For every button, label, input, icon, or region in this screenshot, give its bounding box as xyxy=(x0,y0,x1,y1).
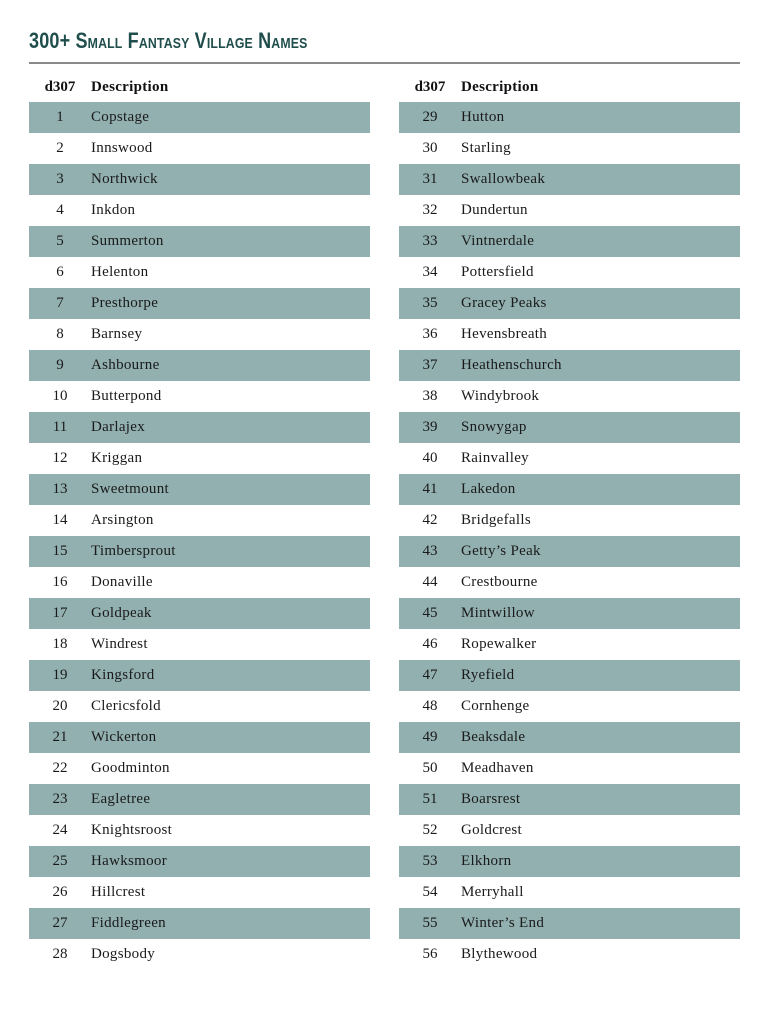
roll-number: 7 xyxy=(56,295,64,311)
village-name: Starling xyxy=(461,140,511,156)
table-row xyxy=(399,598,740,629)
village-name: Clericsfold xyxy=(91,698,161,714)
village-name: Boarsrest xyxy=(461,791,521,807)
roll-number: 14 xyxy=(52,512,68,528)
village-names-table-right xyxy=(399,72,740,970)
table-row xyxy=(399,784,740,815)
village-name: Mintwillow xyxy=(461,605,535,621)
roll-number: 19 xyxy=(52,667,68,683)
table-row xyxy=(399,691,740,722)
table-row xyxy=(399,505,740,536)
village-name: Hawksmoor xyxy=(91,853,168,869)
village-name: Ryefield xyxy=(461,667,515,683)
table-row xyxy=(29,350,370,381)
table-row xyxy=(399,226,740,257)
village-name: Wickerton xyxy=(91,729,157,745)
table-row xyxy=(399,381,740,412)
table-row xyxy=(399,877,740,908)
village-name: Dundertun xyxy=(461,202,528,218)
village-name: Hevensbreath xyxy=(461,326,548,342)
roll-number: 45 xyxy=(422,605,438,621)
roll-number: 17 xyxy=(52,605,68,621)
table-row xyxy=(399,350,740,381)
roll-number: 9 xyxy=(56,357,64,373)
village-name: Darlajex xyxy=(91,419,146,435)
table-row xyxy=(29,505,370,536)
village-name: Inkdon xyxy=(91,202,136,218)
roll-number: 40 xyxy=(422,450,438,466)
village-name: Ashbourne xyxy=(91,357,160,373)
table-row xyxy=(29,660,370,691)
roll-number: 49 xyxy=(422,729,438,745)
roll-number: 26 xyxy=(52,884,68,900)
table-body xyxy=(399,102,740,970)
village-name: Summerton xyxy=(91,233,164,249)
village-name: Bridgefalls xyxy=(461,512,531,528)
table-row xyxy=(399,567,740,598)
table-row xyxy=(399,753,740,784)
table-row xyxy=(29,815,370,846)
table-row xyxy=(399,660,740,691)
table-row xyxy=(399,133,740,164)
roll-number: 48 xyxy=(422,698,438,714)
village-names-table-left xyxy=(29,72,370,970)
roll-number: 13 xyxy=(52,481,68,497)
table-row xyxy=(29,939,370,970)
village-name: Fiddlegreen xyxy=(91,915,166,931)
roll-number: 44 xyxy=(422,574,438,590)
village-name: Swallowbeak xyxy=(461,171,546,187)
village-name: Windrest xyxy=(91,636,148,652)
table-row xyxy=(399,815,740,846)
table-row xyxy=(29,536,370,567)
roll-number: 47 xyxy=(422,667,438,683)
village-name: Goodminton xyxy=(91,760,170,776)
roll-number: 24 xyxy=(52,822,68,838)
roll-number: 27 xyxy=(52,915,68,931)
table-row xyxy=(29,567,370,598)
table-row xyxy=(399,443,740,474)
village-name: Crestbourne xyxy=(461,574,538,590)
roll-number: 10 xyxy=(52,388,68,404)
village-name: Vintnerdale xyxy=(461,233,535,249)
village-name: Presthorpe xyxy=(91,295,159,311)
village-name: Knightsroost xyxy=(91,822,173,838)
village-name: Meadhaven xyxy=(461,760,534,776)
table-row xyxy=(29,257,370,288)
roll-number: 32 xyxy=(422,202,438,218)
roll-number: 42 xyxy=(422,512,438,528)
roll-number: 37 xyxy=(422,357,438,373)
village-name: Eagletree xyxy=(91,791,151,807)
roll-number: 8 xyxy=(56,326,64,342)
table-row xyxy=(29,629,370,660)
table-header xyxy=(29,72,370,102)
village-name: Winter’s End xyxy=(461,915,545,931)
village-name: Kingsford xyxy=(91,667,155,683)
village-name: Hillcrest xyxy=(91,884,146,900)
table-row xyxy=(29,133,370,164)
roll-number: 46 xyxy=(422,636,438,652)
village-name: Pottersfield xyxy=(461,264,534,280)
roll-number: 15 xyxy=(52,543,68,559)
village-name: Northwick xyxy=(91,171,158,187)
roll-number: 12 xyxy=(52,450,68,466)
table-row xyxy=(29,691,370,722)
table-row xyxy=(29,784,370,815)
roll-number: 20 xyxy=(52,698,68,714)
village-name: Elkhorn xyxy=(461,853,512,869)
village-name: Arsington xyxy=(91,512,154,528)
table-row xyxy=(29,753,370,784)
village-name: Helenton xyxy=(91,264,149,280)
village-name: Windybrook xyxy=(461,388,540,404)
village-name: Copstage xyxy=(91,109,150,125)
roll-number: 25 xyxy=(52,853,68,869)
table-row xyxy=(29,474,370,505)
roll-number: 29 xyxy=(422,109,438,125)
roll-number: 23 xyxy=(52,791,68,807)
roll-number: 33 xyxy=(422,233,438,249)
village-name: Timbersprout xyxy=(91,543,176,559)
village-name: Hutton xyxy=(461,109,505,125)
table-row xyxy=(29,877,370,908)
table-row xyxy=(29,598,370,629)
table-row xyxy=(399,257,740,288)
table-row xyxy=(29,412,370,443)
roll-number: 41 xyxy=(422,481,438,497)
header-description-column: Description xyxy=(461,78,539,95)
title-divider xyxy=(29,62,740,64)
table-row xyxy=(399,939,740,970)
roll-number: 36 xyxy=(422,326,438,342)
table-row xyxy=(29,226,370,257)
roll-number: 52 xyxy=(422,822,438,838)
table-row xyxy=(29,319,370,350)
village-name: Dogsbody xyxy=(91,946,156,962)
roll-number: 51 xyxy=(422,791,438,807)
table-row xyxy=(399,846,740,877)
table-row xyxy=(29,908,370,939)
village-name: Ropewalker xyxy=(461,636,537,652)
table-row xyxy=(399,474,740,505)
village-name: Lakedon xyxy=(461,481,516,497)
village-name: Cornhenge xyxy=(461,698,530,714)
roll-number: 21 xyxy=(52,729,68,745)
village-name: Heathenschurch xyxy=(461,357,562,373)
roll-number: 30 xyxy=(422,140,438,156)
roll-number: 4 xyxy=(56,202,64,218)
roll-number: 11 xyxy=(52,419,68,435)
roll-number: 22 xyxy=(52,760,68,776)
header-roll-column: d307 xyxy=(414,78,446,95)
table-row xyxy=(399,102,740,133)
table-row xyxy=(399,412,740,443)
table-row xyxy=(399,722,740,753)
village-name: Gracey Peaks xyxy=(461,295,547,311)
village-name: Blythewood xyxy=(461,946,538,962)
roll-number: 1 xyxy=(56,109,64,125)
table-row xyxy=(399,908,740,939)
table-row xyxy=(399,164,740,195)
roll-number: 54 xyxy=(422,884,438,900)
village-name: Rainvalley xyxy=(461,450,529,466)
village-name: Donaville xyxy=(91,574,153,590)
village-name: Sweetmount xyxy=(91,481,169,497)
table-row xyxy=(399,536,740,567)
village-name: Getty’s Peak xyxy=(461,543,541,559)
roll-number: 5 xyxy=(56,233,64,249)
village-name: Snowygap xyxy=(461,419,527,435)
village-name: Beaksdale xyxy=(461,729,526,745)
table-row xyxy=(29,443,370,474)
roll-number: 55 xyxy=(422,915,438,931)
roll-number: 28 xyxy=(52,946,68,962)
header-description-column: Description xyxy=(91,78,169,95)
table-row xyxy=(29,102,370,133)
village-name: Barnsey xyxy=(91,326,143,342)
header-roll-column: d307 xyxy=(44,78,76,95)
roll-number: 3 xyxy=(56,171,64,187)
table-row xyxy=(399,319,740,350)
table-row xyxy=(399,288,740,319)
roll-number: 31 xyxy=(422,171,438,187)
roll-number: 39 xyxy=(422,419,438,435)
table-row xyxy=(29,381,370,412)
roll-number: 53 xyxy=(422,853,438,869)
village-name: Goldcrest xyxy=(461,822,523,838)
village-name: Butterpond xyxy=(91,388,162,404)
roll-number: 6 xyxy=(56,264,64,280)
table-body xyxy=(29,102,370,970)
roll-number: 56 xyxy=(422,946,438,962)
roll-number: 50 xyxy=(422,760,438,776)
village-name: Kriggan xyxy=(91,450,143,466)
village-name: Merryhall xyxy=(461,884,524,900)
roll-number: 18 xyxy=(52,636,68,652)
table-row xyxy=(29,164,370,195)
roll-number: 34 xyxy=(422,264,438,280)
table-row xyxy=(29,195,370,226)
roll-number: 43 xyxy=(422,543,438,559)
table-row xyxy=(29,846,370,877)
table-row xyxy=(399,629,740,660)
roll-number: 16 xyxy=(52,574,68,590)
table-row xyxy=(29,288,370,319)
village-name: Innswood xyxy=(91,140,153,156)
roll-number: 38 xyxy=(422,388,438,404)
table-row xyxy=(399,195,740,226)
village-name: Goldpeak xyxy=(91,605,152,621)
roll-number: 2 xyxy=(56,140,64,156)
roll-number: 35 xyxy=(422,295,438,311)
table-header xyxy=(399,72,740,102)
table-row xyxy=(29,722,370,753)
page-title: 300+ Small Fantasy Village Names xyxy=(29,28,308,53)
